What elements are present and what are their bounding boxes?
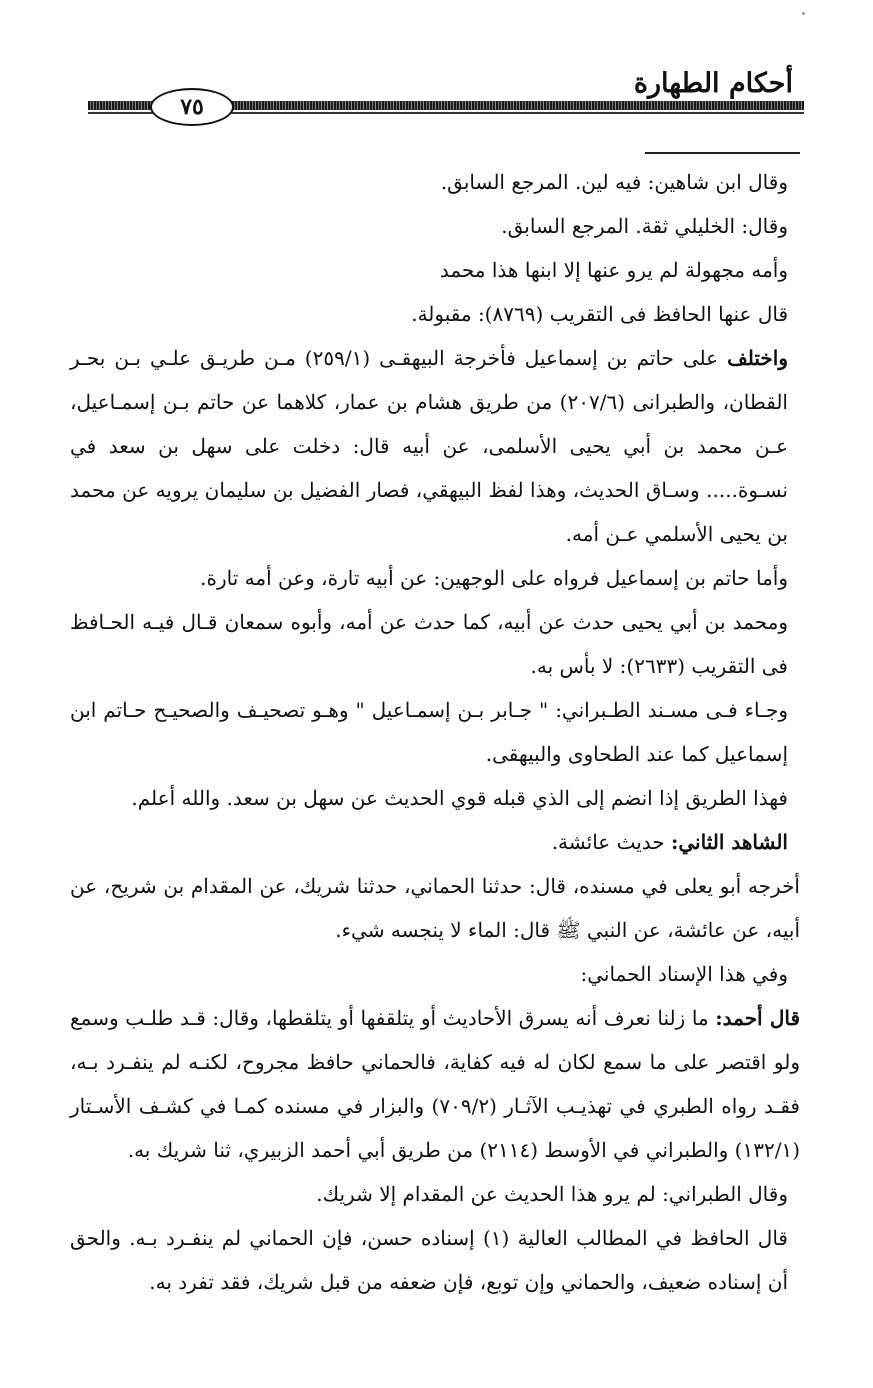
paragraph-text: ومحمد بن أبي يحيى حدث عن أبيه، كما حدث عن أمه، وأبوه سمعان قـال فيـه الحـافظ فى التقريب (٢٦٣٣): لا بأس به. (70, 610, 788, 678)
paragraph (70, 336, 800, 556)
paragraph-text: على حاتم بن إسماعيل فأخرجة البيهقـى (٢٥٩/١) مـن طريـق علـي بـن بحـر القطان، والطبرانى (٢٠٧/٦) من طريق هشام بن عمار، كلاهما عن حاتم بـن إسمـاعيل، عـن محمد بن أبي يحيى الأسلمى، عن أبيه قال: دخلت على سهل بن سعد في نسـوة..... وسـاق الحديث، وهذا لفظ البيهقي، فصار الفضيل بن سليمان يرويه عن محمد بن يحيى الأسلمي عـن أمه. (70, 346, 788, 546)
paragraph-text: وأما حاتم بن إسماعيل فرواه على الوجهين: عن أبيه تارة، وعن أمه تارة. (200, 566, 788, 590)
paragraph-text: فهذا الطريق إذا انضم إلى الذي قبله قوي الحديث عن سهل بن سعد. والله أعلم. (131, 786, 788, 810)
paragraph (70, 248, 800, 292)
paragraph-text: وفي هذا الإسناد الحماني: (580, 962, 788, 986)
paragraph (70, 864, 800, 952)
page-body (70, 160, 800, 1304)
paragraph (70, 556, 800, 600)
paragraph (70, 292, 800, 336)
paragraph-text: وقال ابن شاهين: فيه لين. المرجع السابق. (440, 170, 788, 194)
paragraph (70, 1216, 800, 1304)
running-header-title: أحكام الطهارة (633, 68, 793, 99)
paragraph (70, 820, 800, 864)
paragraph-lead: الشاهد الثاني: (671, 830, 788, 854)
top-separator-rule (645, 152, 800, 154)
paragraph-text: وقال: الخليلي ثقة. المرجع السابق. (501, 214, 788, 238)
paragraph-lead: قال أحمد: (715, 1006, 801, 1030)
paragraph (70, 600, 800, 688)
paragraph-text: أخرجه أبو يعلى في مسنده، قال: حدثنا الحماني، حدثنا شريك، عن المقدام بن شريح، عن أبيه، عن عائشة، عن النبي ﷺ قال: الماء لا ينجسه شيء. (70, 874, 800, 942)
paragraph (70, 688, 800, 776)
paragraph (70, 204, 800, 248)
page-number: ٧٥ (150, 88, 234, 126)
paragraph-text: قال الحافظ في المطالب العالية (١) إسناده حسن، فإن الحماني لم ينفـرد بـه. والحق أن إسناده ضعيف، والحماني وإن توبع، فإن ضعفه من قبل شريك، فقد تفرد به. (70, 1226, 788, 1294)
paragraph (70, 952, 800, 996)
paragraph (70, 160, 800, 204)
paragraph-text: وأمه مجهولة لم يرو عنها إلا ابنها هذا محمد (439, 258, 788, 282)
paragraph-text: وقال الطبراني: لم يرو هذا الحديث عن المقدام إلا شريك. (316, 1182, 788, 1206)
paragraph-text: وجـاء فـى مسـند الطـبراني: " جـابر بـن إسمـاعيل " وهـو تصحيـف والصحيـح حـاتم ابن إسماعيل كما عند الطحاوى والبيهقى. (70, 698, 788, 766)
paragraph-text: ما زلنا نعرف أنه يسرق الأحاديث أو يتلقفها أو يتلقطها، وقال: قـد طلـب وسمع ولو اقتصر على ما سمع لكان له فيه كفاية، فالحماني حافظ مجروح، لكنـه لم ينفـرد بـه، فقـد رواه الطبري في تهذيـب الآثـار (٧٠٩/٢) والبزار في مسنده كمـا في كشـف الأسـتار (١٣٢/١) والطبراني في الأوسط (٢١١٤) من طريق أبي أحمد الزبيري، ثنا شريك به. (70, 1006, 800, 1162)
scan-speck (802, 12, 805, 15)
paragraph-text: حديث عائشة. (551, 830, 671, 854)
paragraph (70, 996, 800, 1172)
paragraph (70, 1172, 800, 1216)
paragraph-text: قال عنها الحافظ فى التقريب (٨٧٦٩): مقبولة. (411, 302, 788, 326)
paragraph-lead: واختلف (727, 346, 788, 370)
paragraph (70, 776, 800, 820)
